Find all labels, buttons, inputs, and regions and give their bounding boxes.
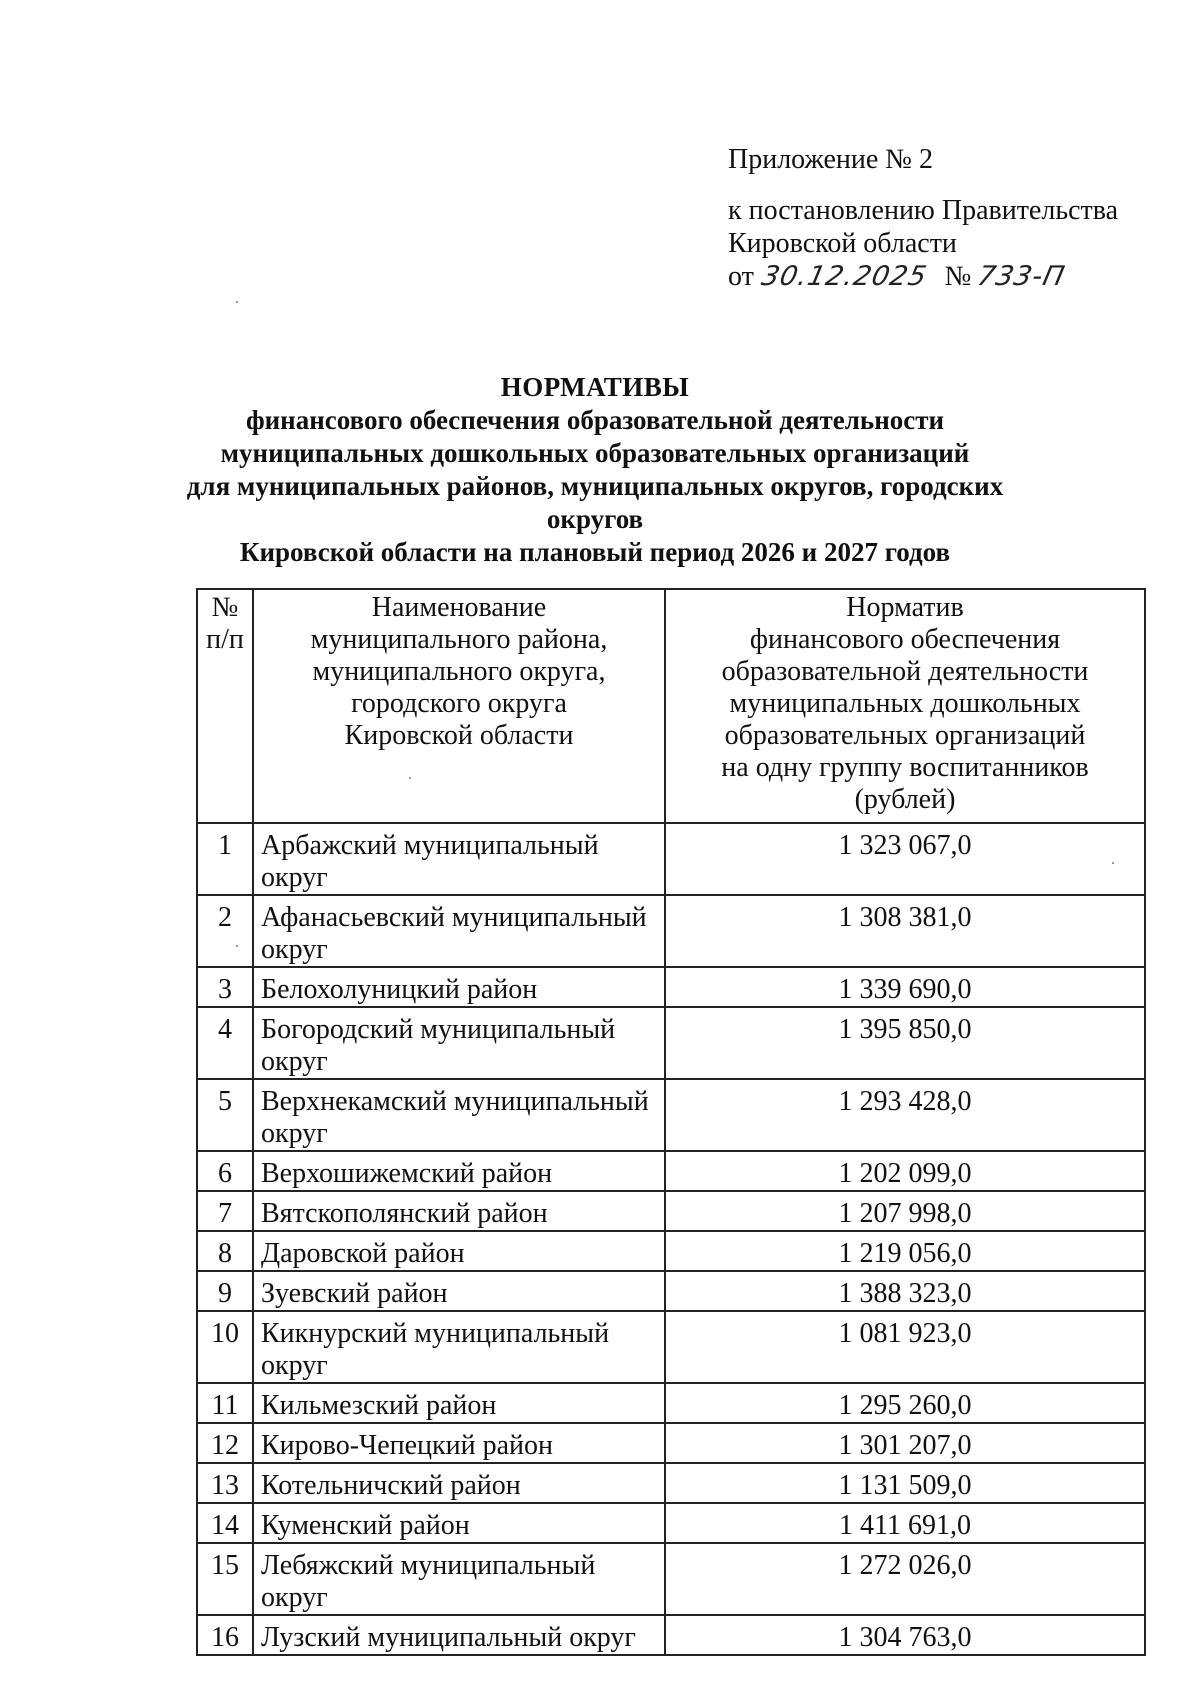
header-value-line-1: Норматив bbox=[846, 592, 964, 623]
document-heading bbox=[160, 371, 1030, 569]
table-body bbox=[197, 823, 1145, 1655]
standard-value: 1 131 509,0 bbox=[665, 1463, 1145, 1503]
row-number: 15 bbox=[197, 1543, 253, 1615]
header-value-line-4: муниципальных дошкольных bbox=[729, 688, 1081, 719]
municipality-name: Кильмезский район bbox=[253, 1383, 665, 1423]
row-number: 14 bbox=[197, 1503, 253, 1543]
handwritten-document-number: 733-П bbox=[975, 261, 1069, 292]
row-number: 1 bbox=[197, 823, 253, 895]
standard-value: 1 339 690,0 bbox=[665, 967, 1145, 1007]
annex-title: Приложение № 2 bbox=[728, 144, 933, 175]
header-value-line-5: образовательных организаций bbox=[724, 720, 1086, 751]
table-row bbox=[197, 1191, 1145, 1231]
table-row bbox=[197, 1311, 1145, 1383]
header-number-line-1: № bbox=[211, 592, 239, 623]
header-value-line-7: (рублей) bbox=[854, 784, 956, 815]
annex-region-line: Кировской области bbox=[728, 228, 957, 259]
row-number: 2 bbox=[197, 895, 253, 967]
table-row bbox=[197, 895, 1145, 967]
table-row bbox=[197, 1007, 1145, 1079]
heading-line-3: для муниципальных районов, муниципальных округов, городских округов bbox=[186, 471, 1004, 534]
standard-value: 1 272 026,0 bbox=[665, 1543, 1145, 1615]
table-row bbox=[197, 967, 1145, 1007]
row-number: 5 bbox=[197, 1079, 253, 1151]
municipality-name: Верхнекамский муниципальный округ bbox=[253, 1079, 665, 1151]
municipality-name: Кирово-Чепецкий район bbox=[253, 1423, 665, 1463]
standard-value: 1 295 260,0 bbox=[665, 1383, 1145, 1423]
municipality-name: Кикнурский муниципальный округ bbox=[253, 1311, 665, 1383]
standard-value: 1 411 691,0 bbox=[665, 1503, 1145, 1543]
header-value-line-6: на одну группу воспитанников bbox=[721, 752, 1089, 783]
standard-value: 1 388 323,0 bbox=[665, 1271, 1145, 1311]
municipality-name: Лузский муниципальный округ bbox=[253, 1615, 665, 1655]
heading-title: НОРМАТИВЫ bbox=[500, 372, 690, 402]
standards-table bbox=[196, 588, 1146, 1656]
table-row bbox=[197, 1231, 1145, 1271]
municipality-name: Белохолуницкий район bbox=[253, 967, 665, 1007]
municipality-name: Верхошижемский район bbox=[253, 1151, 665, 1191]
row-number: 16 bbox=[197, 1615, 253, 1655]
standard-value: 1 207 998,0 bbox=[665, 1191, 1145, 1231]
table-header bbox=[197, 589, 1145, 823]
row-number: 10 bbox=[197, 1311, 253, 1383]
standard-value: 1 323 067,0 bbox=[665, 823, 1145, 895]
standards-table-section bbox=[196, 588, 1144, 1656]
municipality-name: Куменский район bbox=[253, 1503, 665, 1543]
table-row bbox=[197, 1423, 1145, 1463]
table-row bbox=[197, 1615, 1145, 1655]
row-number: 11 bbox=[197, 1383, 253, 1423]
municipality-name: Арбажский муниципальный округ bbox=[253, 823, 665, 895]
header-name-line-2: муниципального района, bbox=[310, 624, 608, 655]
row-number: 3 bbox=[197, 967, 253, 1007]
table-header-row bbox=[197, 589, 1145, 823]
row-number: 7 bbox=[197, 1191, 253, 1231]
header-name-line-1: Наименование bbox=[371, 592, 547, 623]
heading-line-2: муниципальных дошкольных образовательных организаций bbox=[220, 438, 970, 468]
header-number-line-2: п/п bbox=[206, 624, 244, 655]
annex-date-number-line bbox=[728, 260, 1158, 293]
row-number: 12 bbox=[197, 1423, 253, 1463]
scan-speck bbox=[236, 301, 238, 303]
date-prefix: от bbox=[728, 261, 754, 292]
table-row bbox=[197, 1079, 1145, 1151]
header-name-line-4: городского округа bbox=[351, 688, 567, 719]
standard-value: 1 202 099,0 bbox=[665, 1151, 1145, 1191]
standard-value: 1 219 056,0 bbox=[665, 1231, 1145, 1271]
municipality-name: Богородский муниципальный округ bbox=[253, 1007, 665, 1079]
row-number: 8 bbox=[197, 1231, 253, 1271]
table-row bbox=[197, 1463, 1145, 1503]
row-number: 13 bbox=[197, 1463, 253, 1503]
header-municipality-name bbox=[253, 589, 665, 823]
table-row bbox=[197, 1543, 1145, 1615]
municipality-name: Даровской район bbox=[253, 1231, 665, 1271]
table-row bbox=[197, 1271, 1145, 1311]
standard-value: 1 293 428,0 bbox=[665, 1079, 1145, 1151]
standard-value: 1 301 207,0 bbox=[665, 1423, 1145, 1463]
annex-block bbox=[728, 143, 1158, 293]
row-number: 4 bbox=[197, 1007, 253, 1079]
municipality-name: Котельничский район bbox=[253, 1463, 665, 1503]
header-name-line-5: Кировской области bbox=[344, 720, 574, 751]
annex-reference-line: к постановлению Правительства bbox=[728, 195, 1119, 226]
number-prefix: № bbox=[944, 261, 972, 292]
heading-line-1: финансового обеспечения образовательной деятельности bbox=[245, 405, 945, 435]
municipality-name: Афанасьевский муниципальный округ bbox=[253, 895, 665, 967]
municipality-name: Вятскополянский район bbox=[253, 1191, 665, 1231]
standard-value: 1 304 763,0 bbox=[665, 1615, 1145, 1655]
row-number: 6 bbox=[197, 1151, 253, 1191]
header-value-line-2: финансового обеспечения bbox=[749, 624, 1061, 655]
municipality-name: Лебяжский муниципальный округ bbox=[253, 1543, 665, 1615]
table-row bbox=[197, 1383, 1145, 1423]
table-row bbox=[197, 823, 1145, 895]
header-number bbox=[197, 589, 253, 823]
header-standard-value bbox=[665, 589, 1145, 823]
handwritten-date: 30.12.2025 bbox=[758, 261, 930, 292]
header-value-line-3: образовательной деятельности bbox=[721, 656, 1089, 687]
heading-line-4: Кировской области на плановый период 2026 и 2027 годов bbox=[239, 537, 951, 567]
table-row bbox=[197, 1503, 1145, 1543]
standard-value: 1 308 381,0 bbox=[665, 895, 1145, 967]
table-row bbox=[197, 1151, 1145, 1191]
municipality-name: Зуевский район bbox=[253, 1271, 665, 1311]
row-number: 9 bbox=[197, 1271, 253, 1311]
header-name-line-3: муниципального округа, bbox=[312, 656, 606, 687]
standard-value: 1 395 850,0 bbox=[665, 1007, 1145, 1079]
standard-value: 1 081 923,0 bbox=[665, 1311, 1145, 1383]
